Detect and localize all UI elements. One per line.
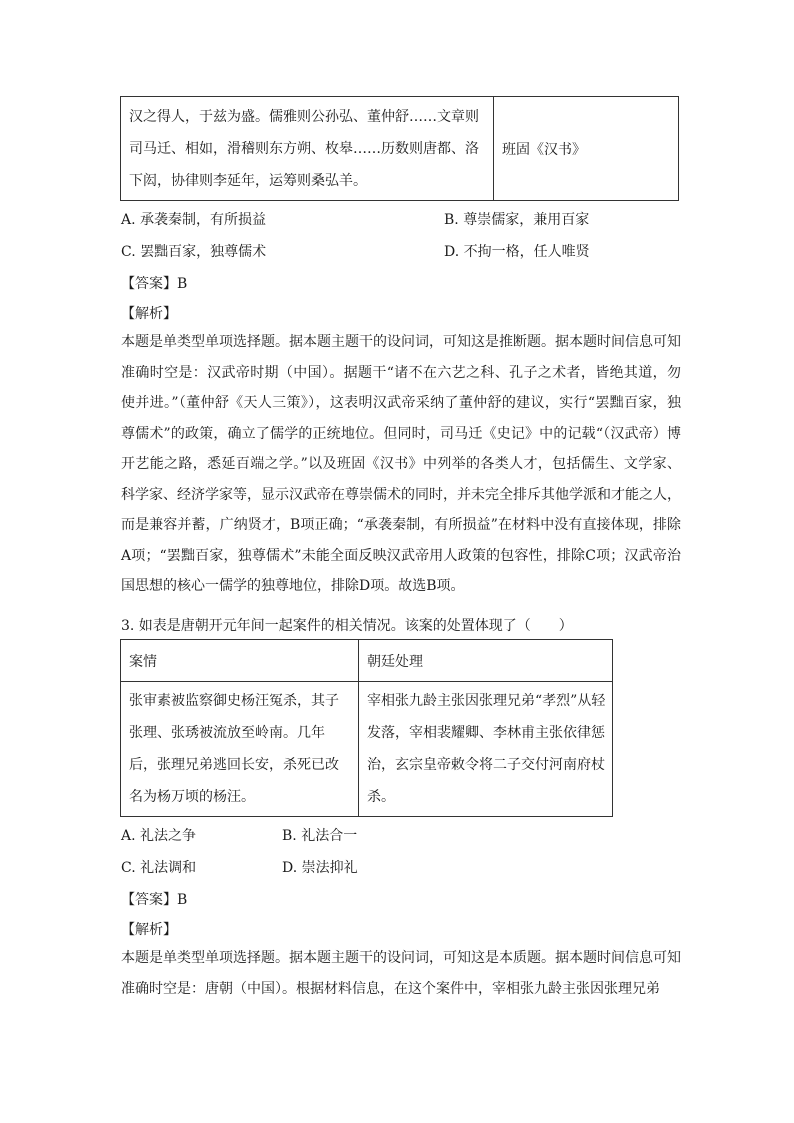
q3-option-d: D. 崇法抑礼 bbox=[282, 860, 358, 876]
q2-option-c: C. 罢黜百家，独尊儒术 bbox=[121, 244, 267, 260]
q2-source-text: 汉之得人，于兹为盛。儒雅则公孙弘、董仲舒……文章则司马迁、相如，滑稽则东方朔、枚皋……历数则唐都、洛下闳，协律则李延年，运筹则桑弘羊。 bbox=[129, 108, 479, 189]
q3-case-cell bbox=[121, 682, 359, 817]
q3-handling-cell bbox=[359, 682, 613, 817]
q3-header-case bbox=[121, 640, 359, 682]
q2-option-a: A. 承袭秦制，有所损益 bbox=[121, 212, 267, 228]
q2-analysis: 本题是单类型单项选择题。据本题主题干的设问词，可知这是推断题。据本题时间信息可知准确时空是：汉武帝时期（中国）。据题干“诸不在六艺之科、孔子之术者，皆绝其道，勿使并进。”（董仲舒《天人三策》），这表明汉武帝采纳了董仲舒的建议，实行“罢黜百家，独尊儒术”的政策，确立了儒学的正统地位。但同时，司马迁《史记》中的记载“（汉武帝）博开艺能之路，悉延百端之学。”以及班固《汉书》中列举的各类人才，包括儒生、文学家、科学家、经济学家等，显示汉武帝在尊崇儒术的同时，并未完全排斥其他学派和才能之人，而是兼容并蓄，广纳贤才，B项正确；“承袭秦制，有所损益”在材料中没有直接体现，排除A项；“罢黜百家，独尊儒术”未能全面反映汉武帝用人政策的包容性，排除C项；汉武帝治国思想的核心一儒学的独尊地位，排除D项。故选B项。 bbox=[121, 334, 681, 594]
q3-option-c: C. 礼法调和 bbox=[121, 860, 197, 876]
q3-option-a: A. 礼法之争 bbox=[121, 828, 197, 844]
q3-header-handling-label: 朝廷处理 bbox=[367, 653, 423, 670]
q3-case-table bbox=[120, 639, 613, 817]
q3-analysis: 本题是单类型单项选择题。据本题主题干的设问词，可知这是本质题。据本题时间信息可知准确时空是：唐朝（中国）。根据材料信息，在这个案件中，宰相张九龄主张因张理兄弟 bbox=[121, 950, 681, 997]
q3-header-handling bbox=[359, 640, 613, 682]
q3-handling-text: 宰相张九龄主张因张理兄弟“孝烈”从轻发落，宰相裴耀卿、李林甫主张依律惩治，玄宗皇帝敕令将二子交付河南府杖杀。 bbox=[367, 693, 606, 805]
q2-source-attribution: 班固《汉书》 bbox=[502, 141, 586, 158]
q3-stem: 3. 如表是唐朝开元年间一起案件的相关情况。该案的处置体现了（ ） bbox=[121, 618, 573, 634]
q3-answer: 【答案】B bbox=[121, 892, 188, 908]
q2-answer: 【答案】B bbox=[121, 276, 188, 292]
q3-analysis-heading: 【解析】 bbox=[121, 922, 177, 938]
q3-option-b: B. 礼法合一 bbox=[282, 828, 358, 844]
q3-case-text: 张审素被监察御史杨汪冤杀，其子张理、张琇被流放至岭南。几年后，张理兄弟逃回长安，杀死已改名为杨万顷的杨汪。 bbox=[129, 693, 339, 805]
q2-source-text-cell bbox=[121, 97, 494, 201]
q2-source-table bbox=[120, 96, 679, 201]
q2-option-d: D. 不拘一格，任人唯贤 bbox=[444, 244, 590, 260]
q3-header-case-label: 案情 bbox=[129, 653, 157, 670]
q2-source-attribution-cell bbox=[494, 97, 679, 201]
q2-analysis-heading: 【解析】 bbox=[121, 306, 177, 322]
q2-option-b: B. 尊崇儒家，兼用百家 bbox=[444, 212, 590, 228]
